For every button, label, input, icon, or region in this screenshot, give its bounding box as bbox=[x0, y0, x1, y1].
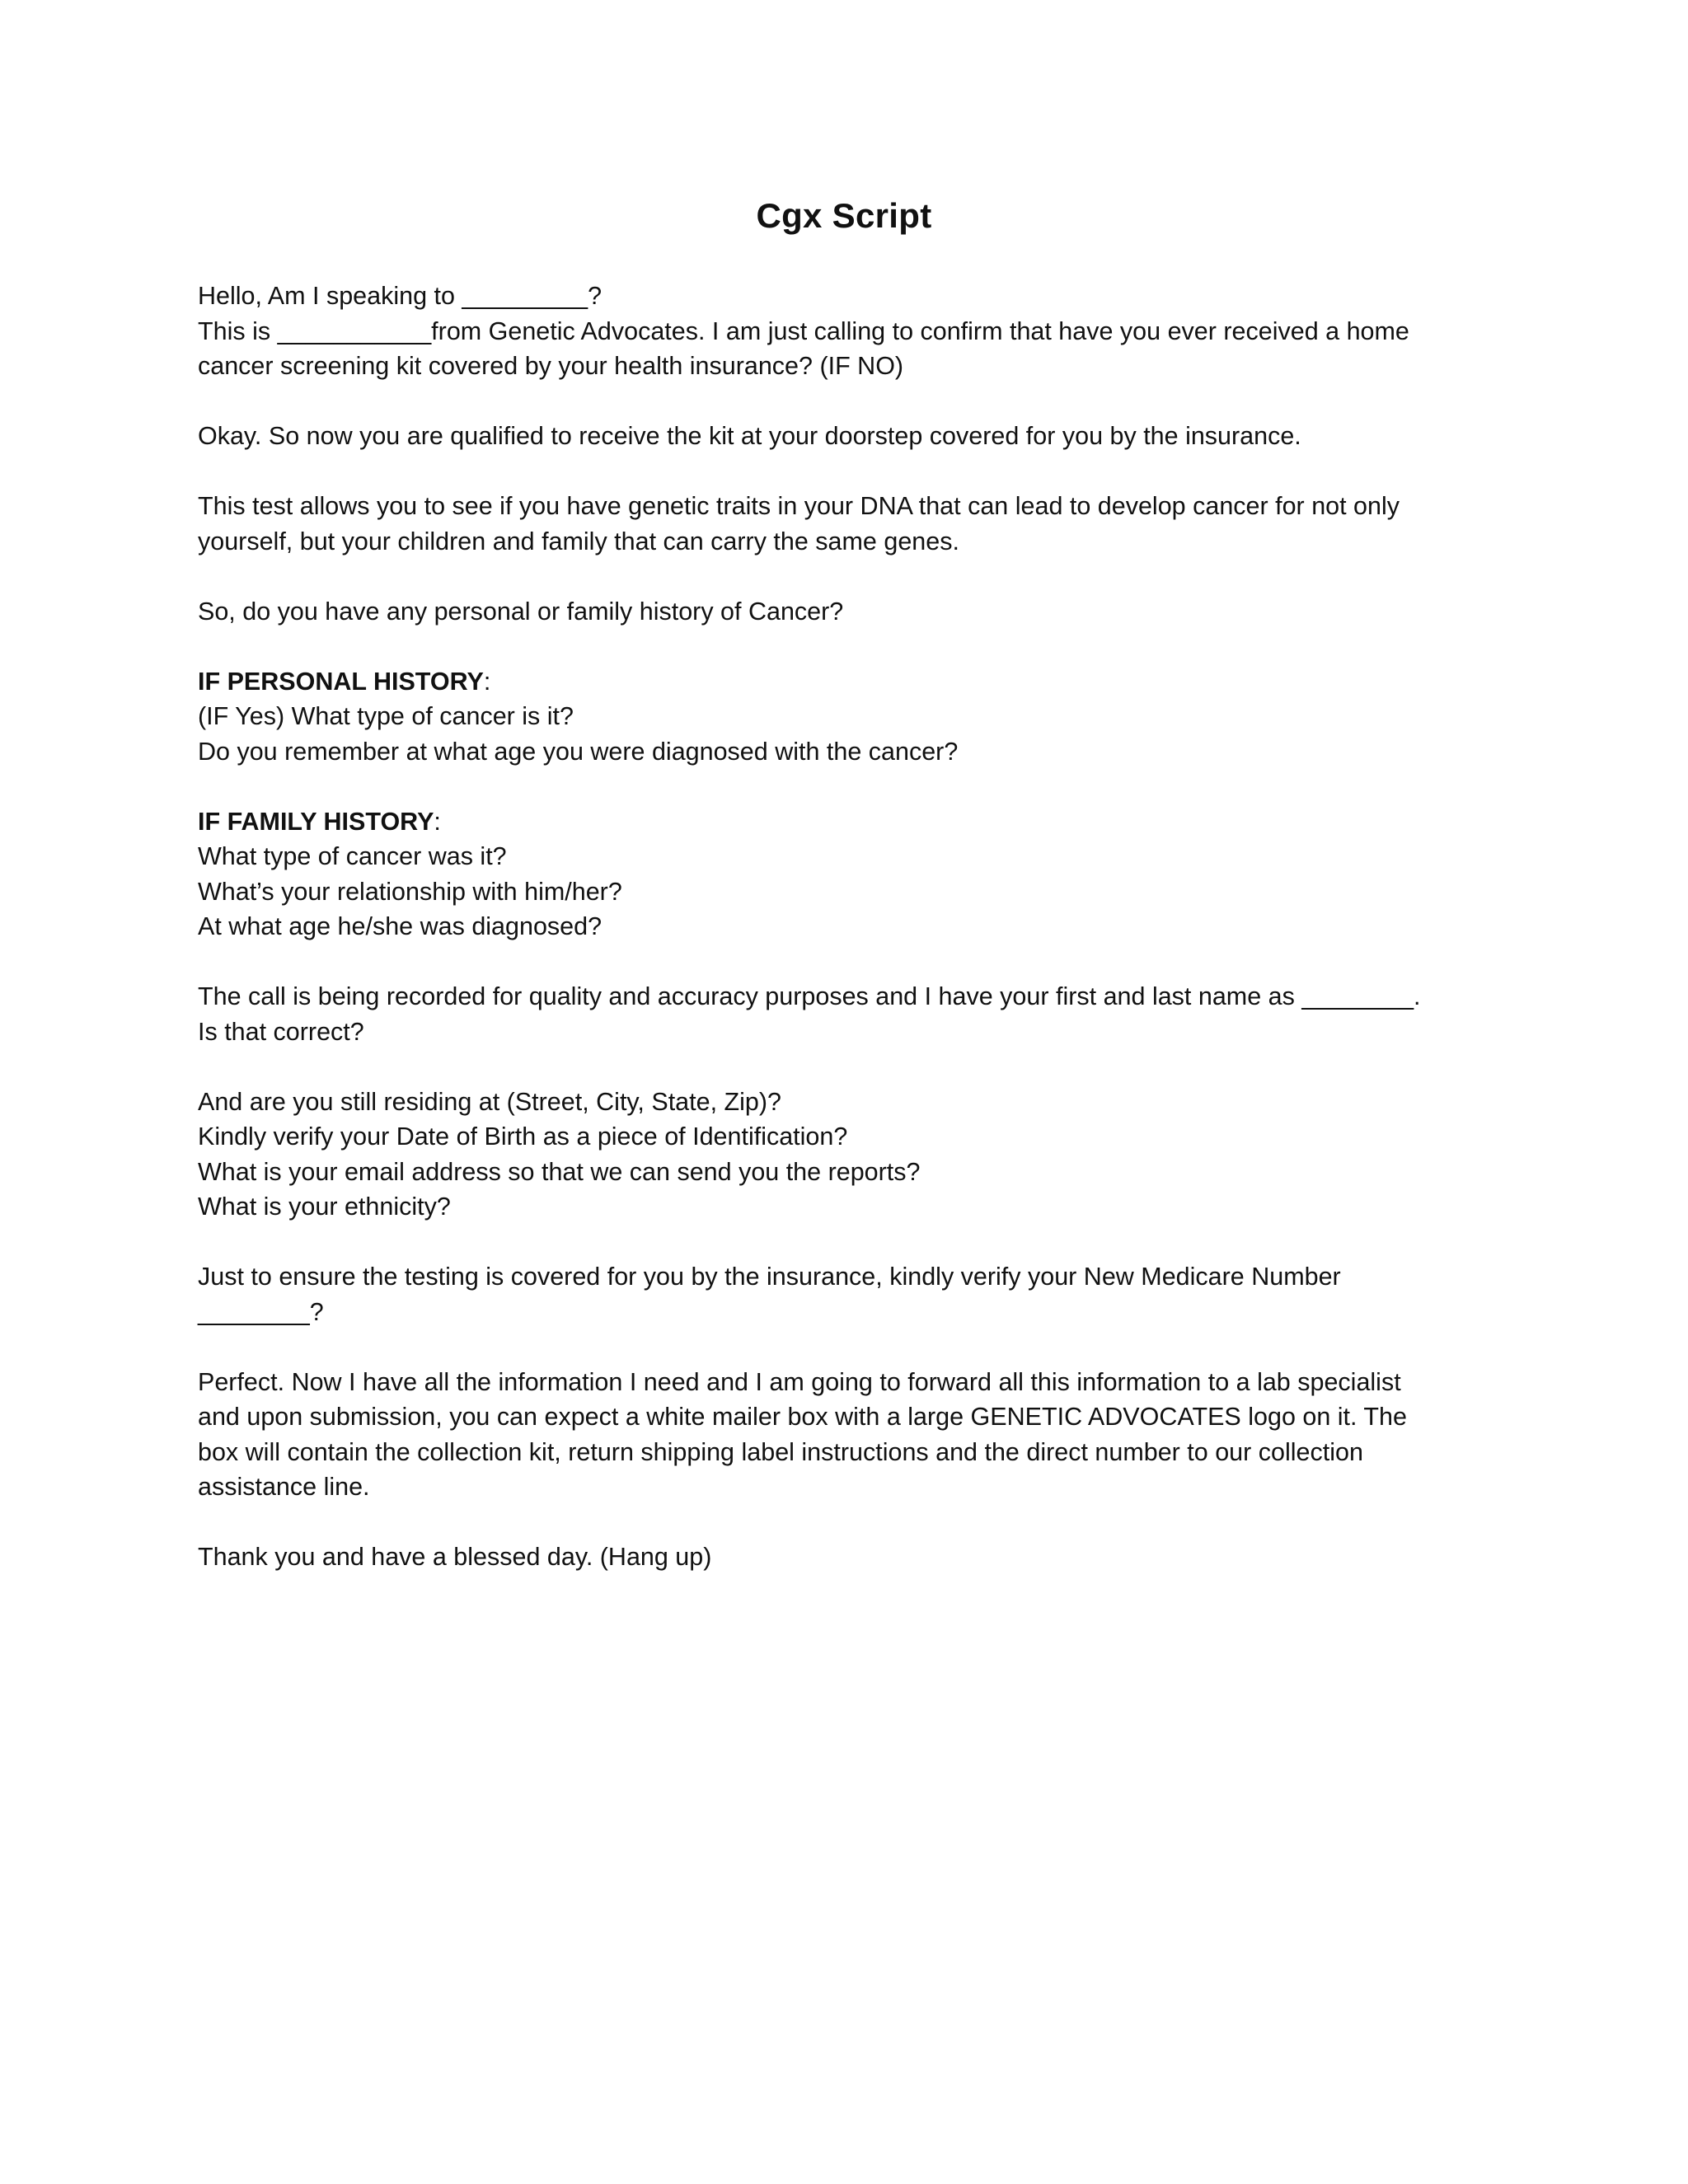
text-line: Okay. So now you are qualified to receive the kit at your doorstep covered for you by the insurance. bbox=[198, 422, 1301, 450]
text-line: assistance line. bbox=[198, 1473, 370, 1501]
text-line: and upon submission, you can expect a white mailer box with a large GENETIC ADVOCATES logo on it. The bbox=[198, 1403, 1407, 1431]
text-line: ________? bbox=[198, 1297, 324, 1326]
paragraph-gap bbox=[198, 1505, 1500, 1540]
text-line: Do you remember at what age you were diagnosed with the cancer? bbox=[198, 737, 959, 766]
text-line: The call is being recorded for quality and accuracy purposes and I have your first and last name as ________. bbox=[198, 982, 1421, 1010]
text-line: box will contain the collection kit, return shipping label instructions and the direct number to our collection bbox=[198, 1437, 1363, 1466]
greeting-paragraph bbox=[198, 279, 1500, 384]
text-line: So, do you have any personal or family history of Cancer? bbox=[198, 597, 844, 626]
paragraph-gap bbox=[198, 1225, 1500, 1260]
text-line: What is your email address so that we can send you the reports? bbox=[198, 1157, 921, 1186]
text-line: What is your ethnicity? bbox=[198, 1193, 451, 1221]
qualified-paragraph bbox=[198, 419, 1500, 454]
family-history-section bbox=[198, 804, 1500, 944]
farewell-paragraph bbox=[198, 1540, 1500, 1575]
paragraph-gap bbox=[198, 769, 1500, 804]
paragraph-gap bbox=[198, 559, 1500, 594]
text-line: This test allows you to see if you have genetic traits in your DNA that can lead to develop cancer for not only bbox=[198, 492, 1400, 520]
text-line: This is ___________from Genetic Advocates. I am just calling to confirm that have you ever received a home bbox=[198, 316, 1409, 345]
text-line: Thank you and have a blessed day. (Hang up) bbox=[198, 1543, 712, 1571]
text-line: And are you still residing at (Street, City, State, Zip)? bbox=[198, 1087, 782, 1116]
medicare-paragraph bbox=[198, 1259, 1500, 1329]
text-line: Hello, Am I speaking to _________? bbox=[198, 282, 603, 310]
history-question-paragraph bbox=[198, 594, 1500, 630]
section-heading-line bbox=[198, 664, 1500, 700]
personal-history-heading: IF PERSONAL HISTORY bbox=[198, 667, 484, 696]
text-line: Kindly verify your Date of Birth as a piece of Identification? bbox=[198, 1122, 848, 1151]
text-line: cancer screening kit covered by your health insurance? (IF NO) bbox=[198, 352, 904, 380]
heading-colon: : bbox=[434, 807, 441, 836]
paragraph-gap bbox=[198, 1329, 1500, 1365]
text-line: Just to ensure the testing is covered for you by the insurance, kindly verify your New Medicare Number bbox=[198, 1263, 1341, 1291]
paragraph-gap bbox=[198, 454, 1500, 490]
text-line: Perfect. Now I have all the information I need and I am going to forward all this information to a lab specialist bbox=[198, 1367, 1401, 1396]
page-title: Cgx Script bbox=[756, 196, 932, 235]
heading-colon: : bbox=[483, 667, 491, 696]
paragraph-gap bbox=[198, 629, 1500, 664]
verification-paragraph bbox=[198, 1085, 1500, 1225]
recording-paragraph bbox=[198, 979, 1500, 1049]
script-body bbox=[198, 279, 1500, 1575]
text-line: yourself, but your children and family that can carry the same genes. bbox=[198, 527, 959, 555]
text-line: (IF Yes) What type of cancer is it? bbox=[198, 702, 574, 730]
paragraph-gap bbox=[198, 384, 1500, 419]
text-line: What’s your relationship with him/her? bbox=[198, 877, 622, 906]
closing-paragraph bbox=[198, 1365, 1500, 1505]
text-line: At what age he/she was diagnosed? bbox=[198, 912, 603, 940]
test-info-paragraph bbox=[198, 489, 1500, 559]
text-line: Is that correct? bbox=[198, 1017, 364, 1046]
text-line: What type of cancer was it? bbox=[198, 842, 507, 870]
family-history-heading: IF FAMILY HISTORY bbox=[198, 807, 434, 836]
personal-history-section bbox=[198, 664, 1500, 770]
paragraph-gap bbox=[198, 1049, 1500, 1085]
section-heading-line bbox=[198, 804, 1500, 840]
paragraph-gap bbox=[198, 944, 1500, 980]
